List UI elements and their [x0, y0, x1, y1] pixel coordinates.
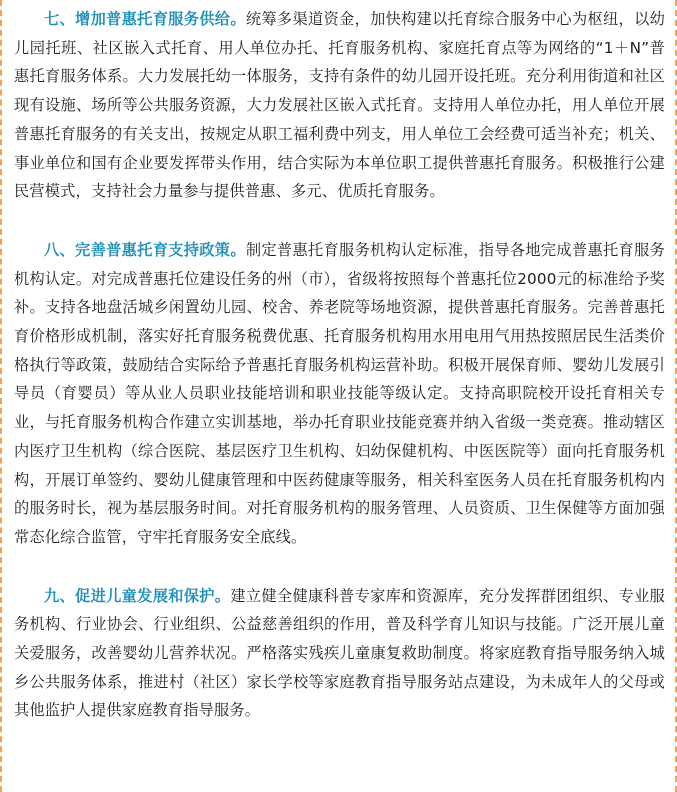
section-7-heading: 七、增加普惠托育服务供给。	[44, 10, 246, 28]
section-8-heading: 八、完善普惠托育支持政策。	[44, 240, 246, 259]
section-7-body: 统筹多渠道资金，加快构建以托育综合服务中心为枢纽，以幼儿园托班、社区嵌入式托育、用人单位办托、托育服务机构、家庭托育点等为网络的“1＋N”普惠托育服务体系。大力发展托幼一体服务，支持有条件的幼儿园开设托班。充分利用街道和社区现有设施、场所等公共服务资源，大力发展社区嵌入式托育。支持用人单位办托，用人单位开展普惠托育服务的有关支出，按规定从职工福利费中列支，用人单位工会经费可适当补充；机关、事业单位和国有企业要发挥带头作用，结合实际为本单位职工提供普惠托育服务。积极推行公建民营模式，支持社会力量参与提供普惠、多元、优质托育服务。	[14, 10, 665, 201]
section-8	[14, 236, 665, 552]
section-8-body: 制定普惠托育服务机构认定标准，指导各地完成普惠托育服务机构认定。对完成普惠托位建设任务的州（市），省级将按照每个普惠托位2000元的标准给予奖补。支持各地盘活城乡闲置幼儿园、校舍、养老院等场地资源，提供普惠托育服务。完善普惠托育价格形成机制，落实好托育服务税费优惠、托育服务机构用水用电用气用热按照居民生活类价格执行等政策，鼓励结合实际给予普惠托育服务机构运营补助。积极开展保育师、婴幼儿发展引导员（育婴员）等从业人员职业技能培训和职业技能等级认定。支持高职院校开设托育相关专业，与托育服务机构合作建立实训基地，举办托育职业技能竞赛并纳入省级一类竞赛。推动辖区内医疗卫生机构（综合医院、基层医疗卫生机构、妇幼保健机构、中医医院等）面向托育服务机构，开展订单签约、婴幼儿健康管理和中医药健康等服务，相关科室医务人员在托育服务机构内的服务时长，视为基层服务时间。对托育服务机构的服务管理、人员资质、卫生保健等方面加强常态化综合监管，守牢托育服务安全底线。	[14, 240, 665, 546]
section-7	[14, 5, 665, 206]
article-content	[14, 5, 665, 725]
section-9-body: 建立健全健康科普专家库和资源库，充分发挥群团组织、专业服务机构、行业协会、行业组织、公益慈善组织的作用，普及科学育儿知识与技能。广泛开展儿童关爱服务，改善婴幼儿营养状况。严格落实残疾儿童康复救助制度。将家庭教育指导服务纳入城乡公共服务体系，推进村（社区）家长学校等家庭教育指导服务站点建设，为未成年人的父母或其他监护人提供家庭教育指导服务。	[14, 586, 665, 720]
section-9	[14, 582, 665, 726]
section-9-heading: 九、促进儿童发展和保护。	[44, 586, 231, 605]
